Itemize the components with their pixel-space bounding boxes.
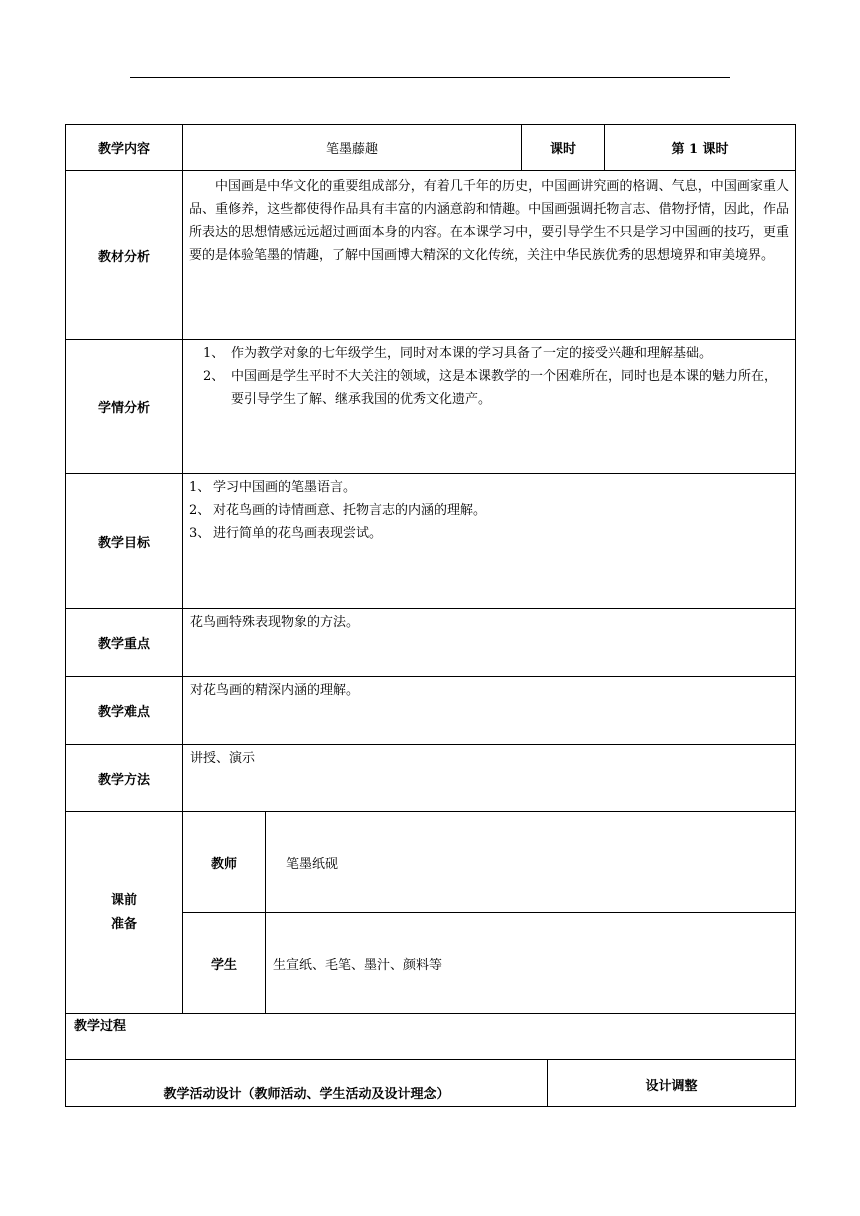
list-item: 1、 学习中国画的笔墨语言。	[189, 480, 357, 495]
process-label: 教学过程	[66, 1014, 796, 1060]
student-analysis-row	[66, 340, 796, 474]
objectives-list	[183, 474, 796, 609]
prep-teacher-row	[66, 812, 796, 913]
process-header-row	[66, 1060, 796, 1107]
objectives-row	[66, 474, 796, 609]
period-value: 第 1 课时	[605, 125, 796, 171]
key-points-text: 花鸟画特殊表现物象的方法。	[183, 609, 796, 677]
material-analysis-row	[66, 171, 796, 340]
difficulties-text: 对花鸟画的精深内涵的理解。	[183, 677, 796, 745]
prep-student-label: 学生	[183, 913, 266, 1014]
student-analysis-list	[183, 340, 796, 474]
lesson-topic: 笔墨藤趣	[183, 125, 522, 171]
content-label: 教学内容	[66, 125, 183, 171]
design-adjust-label: 设计调整	[548, 1060, 796, 1107]
lesson-plan-table	[65, 124, 796, 1107]
prep-teacher-label: 教师	[183, 812, 266, 913]
methods-text: 讲授、演示	[183, 745, 796, 812]
period-label: 课时	[522, 125, 605, 171]
material-analysis-label: 教材分析	[66, 171, 183, 340]
prep-student-text: 生宣纸、毛笔、墨汁、颜料等	[266, 913, 796, 1014]
list-item: 3、 进行简单的花鸟画表现尝试。	[189, 526, 383, 541]
key-points-row	[66, 609, 796, 677]
difficulties-row	[66, 677, 796, 745]
header-rule	[130, 77, 730, 78]
preparation-label: 课前 准备	[66, 812, 183, 1014]
methods-label: 教学方法	[66, 745, 183, 812]
process-row	[66, 1014, 796, 1060]
key-points-label: 教学重点	[66, 609, 183, 677]
content-row	[66, 125, 796, 171]
list-item: 2、 中国画是学生平时不大关注的领域，这是本课教学的一个困难所在，同时也是本课的魅力所在，要引导学生了解、继承我国的优秀文化遗产。	[203, 369, 778, 407]
list-item: 2、 对花鸟画的诗情画意、托物言志的内涵的理解。	[189, 503, 487, 518]
objectives-label: 教学目标	[66, 474, 183, 609]
student-analysis-label: 学情分析	[66, 340, 183, 474]
difficulties-label: 教学难点	[66, 677, 183, 745]
list-item: 1、 作为教学对象的七年级学生，同时对本课的学习具备了一定的接受兴趣和理解基础。	[203, 346, 713, 361]
material-analysis-cell	[183, 171, 796, 340]
prep-teacher-text: 笔墨纸砚	[266, 812, 796, 913]
material-analysis-text: 中国画是中华文化的重要组成部分，有着几千年的历史，中国画讲究画的格调、气息，中国画家重人品、重修养，这些都使得作品具有丰富的内涵意韵和情趣。中国画强调托物言志、借物抒情，因此，作品所表达的思想情感远远超过画面本身的内容。在本课学习中，要引导学生不只是学习中国画的技巧，更重要的是体验笔墨的情趣，了解中国画博大精深的文化传统，关注中华民族优秀的思想境界和审美境界。	[189, 179, 790, 263]
methods-row	[66, 745, 796, 812]
activity-design-label: 教学活动设计（教师活动、学生活动及设计理念）	[66, 1060, 548, 1107]
